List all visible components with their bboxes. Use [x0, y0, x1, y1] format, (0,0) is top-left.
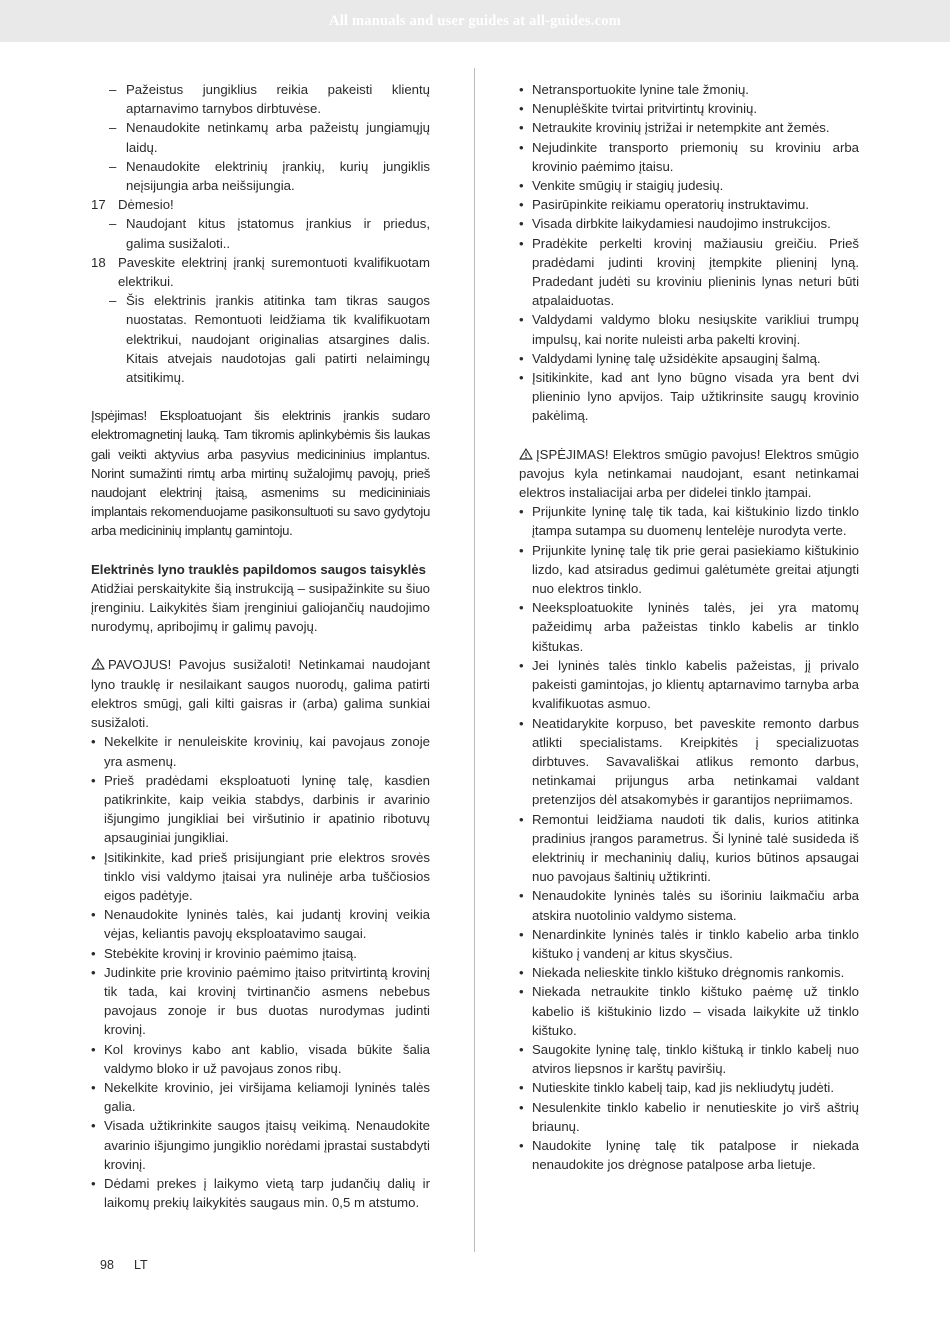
numbered-item-18 [91, 253, 430, 291]
item-number: 17 [91, 197, 106, 213]
list-item: • Nutieskite tinklo kabelį taip, kad jis nekliudytų judėti. [519, 1078, 859, 1097]
left-column [91, 80, 430, 1212]
dash-list-17 [91, 214, 430, 252]
list-item: • Prijunkite lyninę talę tik prie gerai pasiekiamo kištukinio lizdo, kad atsiradus gedimui galėtumėte greitai atjungti nuo elektros tinklo. [519, 541, 859, 599]
list-item: • Netransportuokite lynine tale žmonių. [519, 80, 859, 99]
list-item: • Naudokite lyninę talę tik patalpose ir niekada nenaudokite jos drėgnose patalpose arba lietuje. [519, 1136, 859, 1174]
list-item: – Pažeistus jungiklius reikia pakeisti klientų aptarnavimo tarnybos dirbtuvėse. [91, 80, 430, 118]
list-item: • Prijunkite lyninę talę tik tada, kai kištukinio lizdo tinklo įtampa sutampa su duomenų lentelėje nurodyta verte. [519, 502, 859, 540]
list-item: – Naudojant kitus įstatomus įrankius ir priedus, galima susižaloti.. [91, 214, 430, 252]
warning-triangle-icon [91, 658, 105, 670]
list-item: • Dėdami prekes į laikymo vietą tarp judančių dalių ir laikomų prekių laikykitės saugaus min. 0,5 m atstumo. [91, 1174, 430, 1212]
dash-list-switches [91, 80, 430, 195]
list-item: • Visada dirbkite laikydamiesi naudojimo instrukcijos. [519, 214, 859, 233]
list-item: • Pasirūpinkite reikiamu operatorių instruktavimu. [519, 195, 859, 214]
list-item: • Prieš pradėdami eksploatuoti lyninę talę, kasdien patikrinkite, kaip veikia stabdys, darbinis ir avarinio išjungimo jungikliai bei viršutinio ir apatinio ribotuvų apsauginiai jungikliai. [91, 771, 430, 848]
list-item: • Nenaudokite lyninės talės, kai judantį krovinį veikia vėjas, keliantis pavojų eksploatavimo saugai. [91, 905, 430, 943]
list-item: • Valdydami lyninę talę užsidėkite apsauginį šalmą. [519, 349, 859, 368]
item-number: 18 [91, 254, 106, 270]
item-text: Dėmesio! [118, 197, 174, 213]
item-text: Paveskite elektrinį įrankį suremontuoti kvalifikuotam elektrikui. [118, 254, 430, 290]
list-item: • Nesulenkite tinklo kabelio ir nenutieskite jo virš aštrių briaunų. [519, 1098, 859, 1136]
numbered-item-17 [91, 195, 430, 214]
danger-text: PAVOJUS! Pavojus susižaloti! Netinkamai naudojant lyno trauklę ir nesilaikant saugos nuorodų, galima patirti elektros smūgį, gali kilti gaisras ir (arba) galima sunkiai susižaloti. [91, 657, 430, 731]
section-intro: Atidžiai perskaitykite šią instrukciją – susipažinkite su šiuo įrenginiu. Laikykitės šiam įrenginiui galiojančių naudojimo nurodymų, apribojimų ir galimų pavojų. [91, 580, 430, 635]
danger-notice [91, 655, 430, 732]
list-item: • Įsitikinkite, kad prieš prisijungiant prie elektros srovės tinklo visi valdymo įtaisai yra nulinėje arba tuščiosios eigos padėtyje. [91, 848, 430, 906]
list-item: • Judinkite prie krovinio paėmimo įtaiso pritvirtintą krovinį tik tada, kai krovinį tvirtinančio asmens nebebus pavojaus zonoje ir bus duotas nurodymas judinti krovinį. [91, 963, 430, 1040]
list-item: – Nenaudokite elektrinių įrankių, kurių jungiklis neįsijungia arba neišsijungia. [91, 157, 430, 195]
dash-list-18 [91, 291, 430, 387]
list-item: • Remontui leidžiama naudoti tik dalis, kurios atitinka pradinius įrangos parametrus. Ši lyninė talė susideda iš elektrinių ir mechaninių dalių, kurios būtinos apsaugai nuo pavojaus šaltinių užtikrinti. [519, 810, 859, 887]
page-number: 98 [100, 1258, 114, 1272]
column-divider [474, 68, 475, 1252]
list-item: • Netraukite krovinių įstrižai ir netempkite ant žemės. [519, 118, 859, 137]
list-item: • Niekada netraukite tinklo kištuko paėmę už tinklo kabelio iš kištukinio lizdo – visada laikykite už tinklo kištuko. [519, 982, 859, 1040]
list-item: • Neeksploatuokite lyninės talės, jei yra matomų pažeidimų arba pažeistas tinklo kabelis ar tinklo kištukas. [519, 598, 859, 656]
list-item: • Nekelkite krovinio, jei viršijama keliamoji lyninės talės galia. [91, 1078, 430, 1116]
right-bullet-list-1 [519, 80, 859, 426]
list-item: • Nenardinkite lyninės talės ir tinklo kabelio arba tinklo kištuko į vandenį ar kitus skysčius. [519, 925, 859, 963]
list-item: • Stebėkite krovinį ir krovinio paėmimo įtaisą. [91, 944, 430, 963]
list-item: • Valdydami valdymo bloku nesiųskite varikliui trumpų impulsų, kai norite nuleisti arba pakelti krovinį. [519, 310, 859, 348]
warning-triangle-icon [519, 448, 533, 460]
right-column [519, 80, 859, 1174]
list-item: • Saugokite lyninę talę, tinklo kištuką ir tinklo kabelį nuo atviros liepsnos ir karštų paviršių. [519, 1040, 859, 1078]
section-title: Elektrinės lyno trauklės papildomos saugos taisyklės [91, 561, 426, 577]
right-bullet-list-2 [519, 502, 859, 1174]
electric-warning-notice [519, 445, 859, 503]
list-item: • Visada užtikrinkite saugos įtaisų veikimą. Nenaudokite avarinio išjungimo jungiklio norėdami įprastai sustabdyti krovinį. [91, 1116, 430, 1174]
language-code: LT [134, 1258, 148, 1272]
list-item: • Nenaudokite lyninės talės su išoriniu laikmačiu arba atskira nuotolinio valdymo sistema. [519, 886, 859, 924]
list-item: • Niekada nelieskite tinklo kištuko drėgnomis rankomis. [519, 963, 859, 982]
list-item: • Pradėkite perkelti krovinį mažiausiu greičiu. Prieš pradėdami judinti krovinį įtempkite plieninį lyną. Pradedant judėti su kroviniu plieninis lynas neturi būti atpalaiduotas. [519, 234, 859, 311]
list-item: • Kol krovinys kabo ant kablio, visada būkite šalia valdymo bloko ir už pavojaus zonos ribų. [91, 1040, 430, 1078]
list-item: – Nenaudokite netinkamų arba pažeistų jungiamųjų laidų. [91, 118, 430, 156]
list-item: • Nekelkite ir nenuleiskite krovinių, kai pavojaus zonoje yra asmenų. [91, 732, 430, 770]
list-item: • Neatidarykite korpuso, bet paveskite remonto darbus atlikti specialistams. Kreipkitės į specializuotas dirbtuves. Savavališkai atlikus remonto darbus, netinkamai prijungus arba netinkamai valdant pretenzijos dėl atsakomybės ir garantijos nepriimamos. [519, 714, 859, 810]
left-bullet-list [91, 732, 430, 1212]
list-item: • Nenuplėškite tvirtai pritvirtintų krovinių. [519, 99, 859, 118]
electric-warning-text: ĮSPĖJIMAS! Elektros smūgio pavojus! Elektros smūgio pavojus kyla netinkamai naudojant, esant netinkamai elektros instaliacijai arba per didelei tinklo įtampai. [519, 446, 859, 501]
list-item: – Šis elektrinis įrankis atitinka tam tikras saugos nuostatas. Remontuoti leidžiama tik kvalifikuotam elektrikui, naudojant originalias atsargines dalis. Kitais atvejais naudotojas gali patirti nelaimingų atsitikimų. [91, 291, 430, 387]
site-banner: All manuals and user guides at all-guides.com [0, 0, 950, 42]
list-item: • Venkite smūgių ir staigių judesių. [519, 176, 859, 195]
list-item: • Įsitikinkite, kad ant lyno būgno visada yra bent dvi plieninio lyno apvijos. Taip užtikrinsite saugų krovinio pakėlimą. [519, 368, 859, 426]
list-item: • Nejudinkite transporto priemonių su kroviniu arba krovinio paėmimo įtaisu. [519, 138, 859, 176]
emf-warning-paragraph: Įspėjimas! Eksploatuojant šis elektrinis įrankis sudaro elektromagnetinį lauką. Tam tikromis aplinkybėmis šis laukas gali veikti aktyvius arba pasyvius medicininius implantus. Norint sumažinti rimtų arba mirtinų sužalojimų pavojų, prieš naudojant elektrinį įtaisą, asmenims su medicininiais implantais rekomenduojame pasikonsultuoti su savo gydytoju arba medicininių implantų gamintoju. [91, 408, 430, 539]
list-item: • Jei lyninės talės tinklo kabelis pažeistas, jį privalo pakeisti gamintojas, jo klientų aptarnavimo tarnyba arba kvalifikuotas asmuo. [519, 656, 859, 714]
